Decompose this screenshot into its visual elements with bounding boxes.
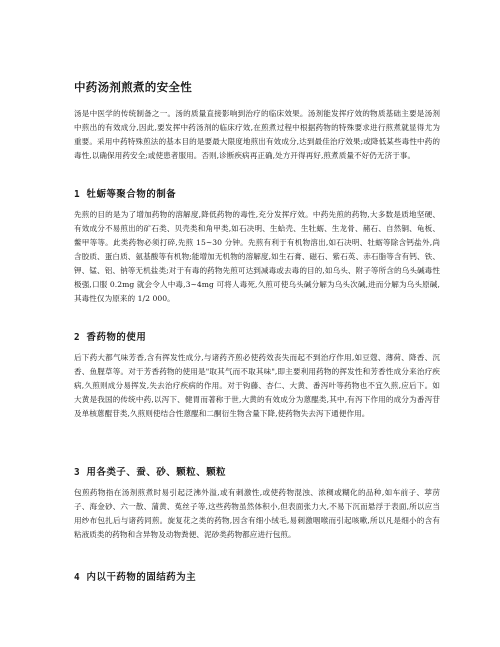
section-4-heading: 4 内以干药物的固结药为主: [74, 572, 197, 583]
document-title: 中药汤剂煎煮的安全性: [74, 80, 192, 94]
section-3-heading: 3 用各类子、蚕、砂、颗粒、颗粒: [74, 467, 227, 478]
section-3-paragraph: 包煎药物指在汤剂煎煮时易引起泛沸外溢,或有刺激性,或使药物混浊、浓稠或糊化的品种,如车前子、葶苈子、海金砂、六一散、蒲黄、菟丝子等,这些药物虽然体积小,但表面张力大,不易下沉而悬浮于表面,所以应当用纱布包扎后与诸药同煎。旋复花之类的药物,因含有细小绒毛,易刺激咽喉而引起咳嗽,所以凡是细小的含有粘液质类的药物和含异物及动物粪便、泥砂类药物都应进行包煎。: [74, 488, 440, 539]
section-1-paragraph: 先煎的目的是为了增加药物的溶解度,降低药物的毒性,充分发挥疗效。中药先煎的药物,大多数是质地坚硬、有效成分不易煎出的矿石类、贝壳类和角甲类,如石决明、生蛤壳、生牡蛎、生龙骨、赭石、自然铜、龟板、鳖甲等等。此类药物必须打碎,先煎 15~30 分钟。先煎有利于有机物溶出,如石决明、牡蛎等除含钙盐外,尚含胶质、蛋白质、氨基酸等有机物;能增加无机物的溶解度,如生石膏、磁石、紫石英、赤石脂等含有钙、铁、钾、锰、铝、钠等无机盐类;对于有毒的药物先煎可达到减毒或去毒的目的,如乌头、附子等所含的乌头碱毒性极强,口服 0.2mg 就会令人中毒,3~4mg 可将人毒死,久煎可使乌头碱分解为乌头次碱,进而分解为乌头原碱,其毒性仅为原来的 1/2 000。: [74, 210, 440, 303]
section-1-heading: 1 牡蛎等聚合物的制备: [74, 189, 177, 200]
intro-paragraph: 汤是中医学的传统制备之一。汤的质量直接影响到治疗的临床效果。汤剂能发挥疗效的物质基础主要是汤剂中煎出的有效成分,因此,要发挥中药汤剂的临床疗效,在煎煮过程中根据药物的特殊要求进行煎煮就显得尤为重要。采用中药特殊煎法的基本目的是要最大限度地煎出有效成分,达到最佳治疗效果;或降低某些毒性中药的毒性,以确保用药安全;或使患者服用。否则,诊断疾病再正确,处方开得再好,煎煮质量不好仍无济于事。: [74, 109, 440, 160]
section-2-heading: 2 香药物的使用: [74, 332, 147, 343]
section-2-paragraph: 后下药大都气味芳香,含有挥发性成分,与诸药齐煎必使药效丧失而起不到治疗作用,如豆蔻、薄荷、降香、沉香、鱼腥草等。对于芳香药物的使用是"取其气而不取其味",即主要利用药物的挥发性和芳香性成分来治疗疾病,久煎则成分易挥发,失去治疗疾病的作用。对于钩藤、杏仁、大黄、番泻叶等药物也不宜久煎,应后下。如大黄是我国的传统中药,以泻下、健胃而著称于世,大黄的有效成分为蒽醌类,其中,有泻下作用的成分为番泻苷及单核蒽醌苷类,久煎则使结合性蒽醌和二酮衍生物含量下降,使药物失去泻下通便作用。: [74, 353, 440, 418]
